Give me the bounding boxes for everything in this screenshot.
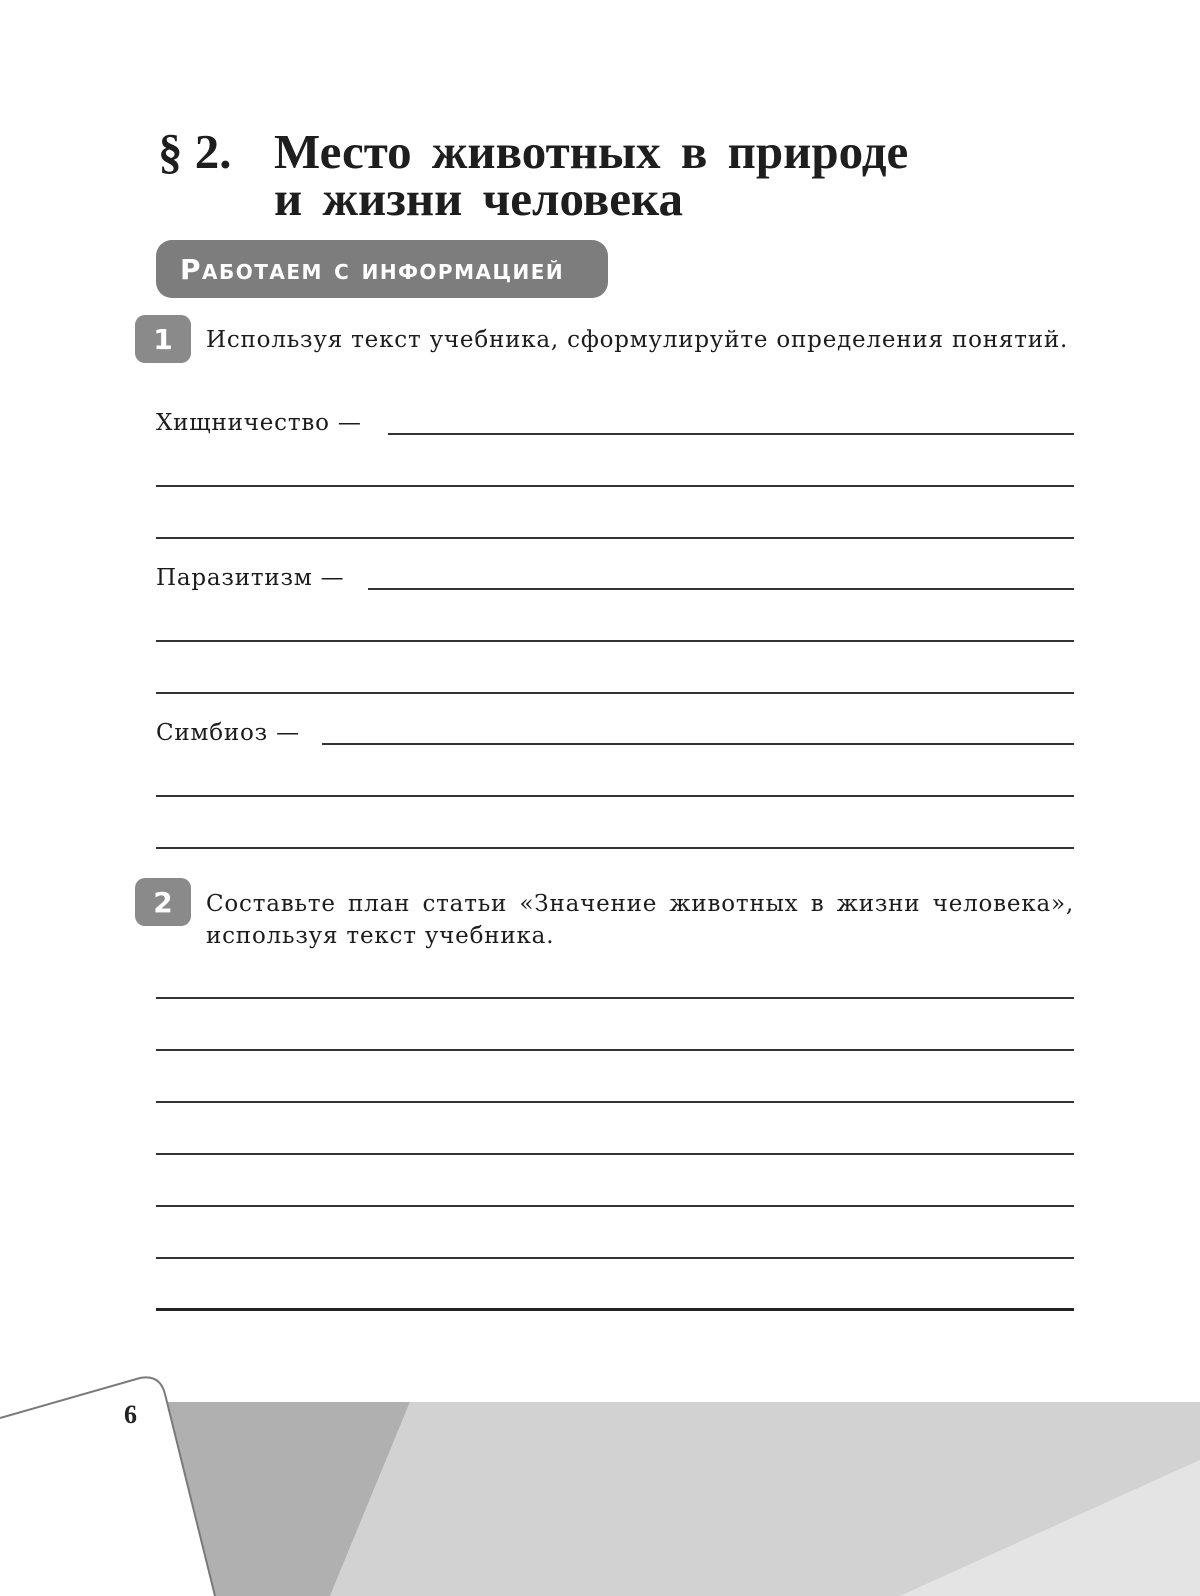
answer-line[interactable] (156, 795, 1074, 797)
answer-line[interactable] (368, 588, 1074, 590)
task-1-text: Используя текст учебника, сформулируйте определения понятий. (206, 327, 1069, 353)
answer-line[interactable] (156, 640, 1074, 642)
answer-line[interactable] (156, 537, 1074, 539)
answer-line[interactable] (156, 1205, 1074, 1207)
answer-line[interactable] (156, 1308, 1074, 1311)
answer-line[interactable] (156, 1049, 1074, 1051)
term-parasitism: Паразитизм — (156, 565, 345, 591)
footer-decoration (0, 1360, 1200, 1596)
answer-line[interactable] (388, 433, 1074, 435)
section-label (156, 240, 608, 298)
task-2-badge: 2 (135, 878, 191, 926)
task-1-badge: 1 (135, 315, 191, 363)
chapter-title-line-2: и жизни человека (274, 171, 684, 226)
section-label-text: Работаем с информацией (180, 252, 565, 286)
answer-line[interactable] (156, 1153, 1074, 1155)
answer-line[interactable] (156, 1101, 1074, 1103)
task-2-text: Составьте план статьи «Значение животных в жизни человека», используя текст учебника. (206, 891, 1074, 949)
answer-line[interactable] (156, 847, 1074, 849)
paragraph-number: § 2. (158, 124, 232, 179)
term-symbiosis: Симбиоз — (156, 720, 300, 746)
answer-line[interactable] (156, 692, 1074, 694)
term-predation: Хищничество — (156, 410, 362, 436)
answer-line[interactable] (156, 997, 1074, 999)
chapter-title-line-1: Место животных в природе (274, 124, 909, 179)
answer-line[interactable] (156, 1257, 1074, 1259)
page-number: 6 (124, 1400, 137, 1429)
answer-line[interactable] (322, 743, 1074, 745)
answer-line[interactable] (156, 485, 1074, 487)
